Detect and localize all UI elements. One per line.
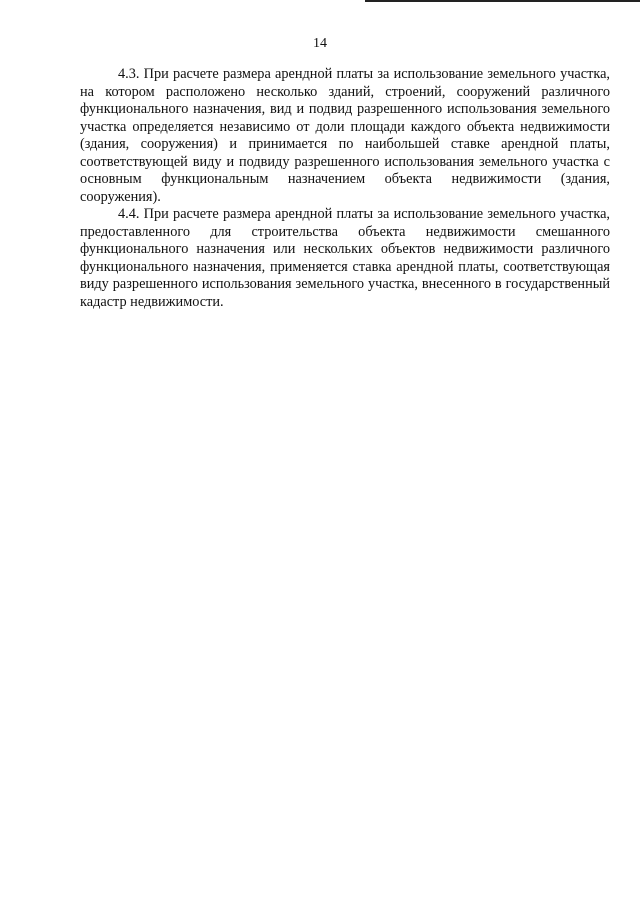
paragraph-4-3: 4.3. При расчете размера арендной платы за использование земельного участка, на котором расположено несколько зданий, строений, сооружений различного функционального назначения, вид и подвид разрешенного использования земельного участка определяется независимо от доли площади каждого объекта недвижимости (здания, сооружения) и принимается по наибольшей ставке арендной платы, соответствующей виду и подвиду разрешенного использования земельного участка с основным функциональным назначением объекта недвижимости (здания, сооружения). xyxy=(80,66,610,205)
paragraph-4-4: 4.4. При расчете размера арендной платы за использование земельного участка, предоставленного для строительства объекта недвижимости смешанного функционального назначения или нескольких объектов недвижимости различного функционального назначения, применяется ставка арендной платы, соответствующая виду разрешенного использования земельного участка, внесенного в государственный кадастр недвижимости. xyxy=(80,206,610,310)
document-body xyxy=(80,66,610,311)
page-number: 14 xyxy=(313,36,327,51)
top-border-line xyxy=(365,0,640,2)
